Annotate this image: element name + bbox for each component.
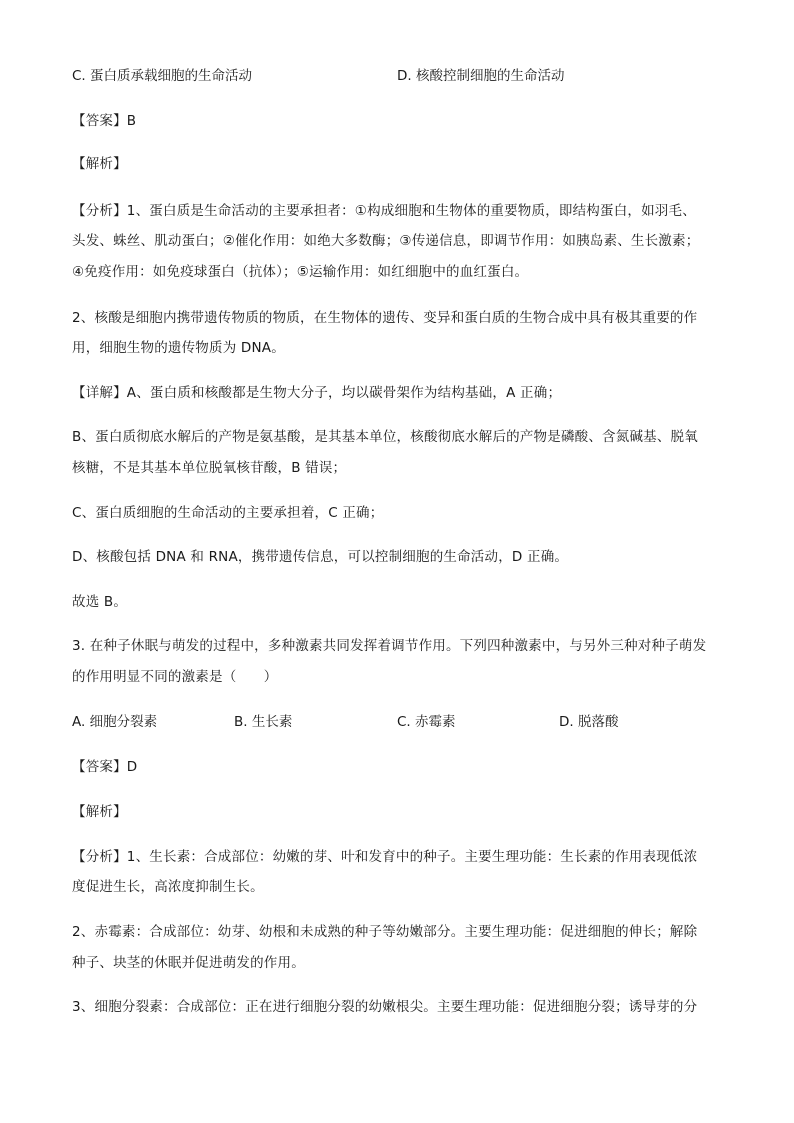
q3-option-d: D. 脱落酸	[559, 714, 619, 730]
q2-detail-line: D、核酸包括 DNA 和 RNA，携带遗传信息，可以控制细胞的生命活动，D 正确。	[72, 549, 569, 565]
q2-option-d: D. 核酸控制细胞的生命活动	[397, 68, 565, 84]
q3-analysis-line: 2、赤霉素：合成部位：幼芽、幼根和未成熟的种子等幼嫩部分。主要生理功能：促进细胞的伸长；解除	[72, 924, 698, 940]
q3-option-a: A. 细胞分裂素	[72, 714, 158, 730]
q2-analysis-line: ④免疫作用：如免疫球蛋白（抗体）；⑤运输作用：如红细胞中的血红蛋白。	[72, 264, 529, 280]
q2-analysis-line: 用，细胞生物的遗传物质为 DNA。	[72, 340, 285, 356]
q3-stem-line: 3. 在种子休眠与萌发的过程中，多种激素共同发挥着调节作用。下列四种激素中，与另外三种对种子萌发	[72, 638, 707, 654]
q3-analysis-line: 3、细胞分裂素：合成部位：正在进行细胞分裂的幼嫩根尖。主要生理功能：促进细胞分裂；诱导芽的分	[72, 999, 698, 1015]
q3-answer: 【答案】D	[72, 759, 138, 775]
q3-analysis-line: 种子、块茎的休眠并促进萌发的作用。	[72, 955, 305, 971]
q2-analysis-line: 2、核酸是细胞内携带遗传物质的物质，在生物体的遗传、变异和蛋白质的生物合成中具有极其重要的作	[72, 310, 698, 326]
q3-analysis-heading: 【解析】	[72, 804, 127, 820]
q3-option-b: B. 生长素	[234, 714, 293, 730]
q2-detail-line: 【详解】A、蛋白质和核酸都是生物大分子，均以碳骨架作为结构基础，A 正确；	[72, 385, 562, 401]
q2-analysis-line: 头发、蛛丝、肌动蛋白；②催化作用：如绝大多数酶；③传递信息，即调节作用：如胰岛素、生长激素；	[72, 233, 700, 249]
q3-analysis-line: 【分析】1、生长素：合成部位：幼嫩的芽、叶和发育中的种子。主要生理功能：生长素的作用表现低浓	[72, 849, 698, 865]
q3-stem-line: 的作用明显不同的激素是（ ）	[72, 669, 278, 685]
q3-analysis-line: 度促进生长，高浓度抑制生长。	[72, 879, 264, 895]
q2-conclusion: 故选 B。	[72, 594, 128, 610]
q2-analysis-line: 【分析】1、蛋白质是生命活动的主要承担者：①构成细胞和生物体的重要物质，即结构蛋白，如羽毛、	[72, 203, 696, 219]
q2-answer: 【答案】B	[72, 113, 137, 129]
q2-detail-line: C、蛋白质细胞的生命活动的主要承担着，C 正确；	[72, 505, 384, 521]
q2-detail-line: B、蛋白质彻底水解后的产物是氨基酸，是其基本单位，核酸彻底水解后的产物是磷酸、含氮碱基、脱氧	[72, 429, 698, 445]
q2-detail-line: 核糖，不是其基本单位脱氧核苷酸，B 错误；	[72, 460, 347, 476]
q3-option-c: C. 赤霉素	[397, 714, 456, 730]
q2-option-c: C. 蛋白质承载细胞的生命活动	[72, 68, 253, 84]
q2-analysis-heading: 【解析】	[72, 156, 127, 172]
